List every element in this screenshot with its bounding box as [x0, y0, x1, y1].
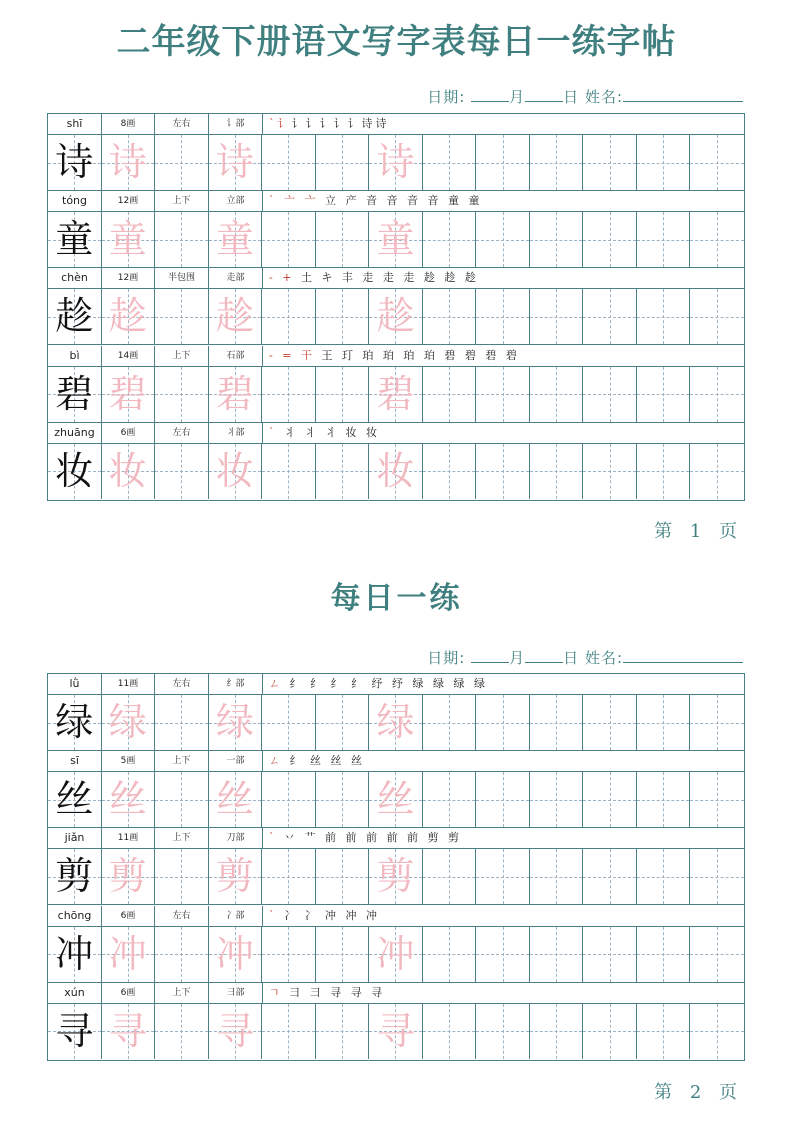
radical: 冫部	[209, 906, 263, 926]
writing-cell[interactable]	[262, 927, 316, 982]
structure: 上下	[155, 828, 209, 848]
stroke-order	[263, 191, 744, 211]
stroke-count: 8画	[102, 114, 155, 134]
writing-cell[interactable]	[583, 444, 637, 499]
character-info	[48, 674, 744, 695]
stroke-count: 6画	[102, 983, 155, 1003]
writing-cell[interactable]	[476, 444, 530, 499]
writing-cell[interactable]	[423, 289, 477, 344]
structure: 左右	[155, 423, 209, 443]
writing-cell[interactable]	[262, 135, 316, 190]
writing-cell[interactable]	[102, 444, 156, 499]
writing-cell[interactable]	[262, 772, 316, 827]
writing-cell[interactable]	[369, 212, 423, 267]
writing-cell[interactable]	[369, 444, 423, 499]
writing-cell[interactable]	[316, 367, 370, 422]
trace-character: 剪	[376, 854, 415, 899]
pinyin: chōng	[48, 906, 102, 926]
month-label: 月	[509, 88, 526, 106]
character-info	[48, 346, 744, 367]
stroke-order-first: ` 亠 亠	[269, 194, 325, 208]
writing-cell[interactable]	[102, 135, 156, 190]
writing-cell[interactable]	[530, 135, 584, 190]
stroke-order-rest: 立 产 音 音 音 音 童 童	[325, 194, 483, 208]
writing-cell[interactable]	[209, 444, 263, 499]
trace-character: 童	[108, 217, 147, 262]
writing-cell[interactable]	[583, 289, 637, 344]
writing-cell[interactable]	[102, 367, 156, 422]
writing-cell[interactable]	[369, 367, 423, 422]
writing-cell[interactable]	[155, 135, 209, 190]
writing-cell[interactable]	[369, 1004, 423, 1059]
name-blank[interactable]	[623, 87, 743, 102]
writing-cell[interactable]	[155, 695, 209, 750]
radical: 走部	[209, 268, 263, 288]
writing-cell[interactable]	[102, 772, 156, 827]
stroke-order-first: ㄥ	[269, 754, 290, 768]
trace-character: 丝	[215, 777, 254, 822]
writing-cell[interactable]	[423, 772, 477, 827]
trace-character: 碧	[215, 371, 254, 416]
writing-cell[interactable]	[637, 367, 691, 422]
trace-character: 诗	[108, 140, 147, 184]
writing-cell[interactable]	[637, 444, 691, 499]
writing-cell[interactable]	[530, 927, 584, 982]
writing-cell[interactable]	[583, 367, 637, 422]
stroke-order	[263, 906, 744, 926]
stroke-order-first: ㄱ	[269, 985, 290, 999]
radical: 石部	[209, 346, 263, 366]
radical: 立部	[209, 191, 263, 211]
model-character: 童	[55, 217, 94, 262]
writing-cell[interactable]	[637, 135, 691, 190]
structure: 上下	[155, 346, 209, 366]
writing-cell[interactable]	[637, 212, 691, 267]
trace-character: 趁	[108, 294, 147, 339]
pinyin: tóng	[48, 191, 102, 211]
writing-cell[interactable]	[369, 695, 423, 750]
stroke-order-first: `	[269, 908, 284, 922]
character-row	[48, 751, 744, 828]
writing-cell[interactable]	[476, 1004, 530, 1059]
stroke-count: 14画	[102, 346, 155, 366]
writing-cell[interactable]	[369, 135, 423, 190]
structure: 上下	[155, 983, 209, 1003]
character-info	[48, 983, 744, 1004]
writing-cell[interactable]	[637, 927, 691, 982]
model-character: 剪	[55, 854, 94, 899]
writing-cell[interactable]	[209, 695, 263, 750]
stroke-order-rest: 丷 艹 前 前 前 前 前 剪 剪	[284, 831, 462, 845]
writing-cell[interactable]	[530, 695, 584, 750]
page-number: 第 1 页	[654, 521, 743, 542]
writing-cell[interactable]	[262, 849, 316, 904]
pinyin: chèn	[48, 268, 102, 288]
pinyin: zhuāng	[48, 423, 102, 443]
character-info	[48, 268, 744, 289]
name-label: 姓名:	[584, 88, 623, 106]
writing-cell[interactable]	[262, 695, 316, 750]
radical: 讠部	[209, 114, 263, 134]
writing-cell[interactable]	[423, 695, 477, 750]
writing-cell[interactable]	[423, 367, 477, 422]
structure: 上下	[155, 191, 209, 211]
writing-cell[interactable]	[690, 927, 744, 982]
writing-cell[interactable]	[476, 849, 530, 904]
writing-cell[interactable]	[102, 1004, 156, 1059]
character-row	[48, 906, 744, 983]
month-label: 月	[509, 649, 526, 667]
page-title: 每日一练	[330, 581, 463, 616]
stroke-order	[263, 346, 744, 366]
writing-cell[interactable]	[369, 849, 423, 904]
structure: 半包围	[155, 268, 209, 288]
writing-cell[interactable]	[316, 772, 370, 827]
writing-cell[interactable]	[637, 849, 691, 904]
writing-cell[interactable]	[690, 367, 744, 422]
stroke-order-first: `	[269, 425, 284, 439]
trace-character: 妆	[376, 448, 415, 493]
writing-cell[interactable]	[423, 849, 477, 904]
writing-cell[interactable]	[209, 849, 263, 904]
writing-cell[interactable]	[262, 212, 316, 267]
pinyin: lǜ	[48, 674, 102, 694]
writing-cell[interactable]	[48, 849, 102, 904]
stroke-order-rest: 丬 丬 丬 妆 妆	[284, 425, 380, 439]
writing-grid	[48, 772, 744, 828]
day-label: 日	[563, 649, 580, 667]
name-label: 姓名:	[584, 649, 623, 667]
writing-cell[interactable]	[637, 772, 691, 827]
writing-cell[interactable]	[637, 1004, 691, 1059]
day-label: 日	[563, 88, 580, 106]
stroke-count: 12画	[102, 268, 155, 288]
character-info	[48, 828, 744, 849]
structure: 左右	[155, 674, 209, 694]
radical: 彐部	[209, 983, 263, 1003]
writing-cell[interactable]	[262, 444, 316, 499]
stroke-order-rest: 王 玎 珀 珀 珀 珀 碧 碧 碧 碧	[321, 348, 520, 362]
writing-grid	[48, 135, 744, 191]
character-row	[48, 983, 744, 1060]
character-row	[48, 828, 744, 905]
writing-cell[interactable]	[476, 367, 530, 422]
trace-character: 寻	[376, 1008, 415, 1053]
writing-cell[interactable]	[209, 212, 263, 267]
character-row	[48, 268, 744, 345]
stroke-count: 5画	[102, 751, 155, 771]
writing-cell[interactable]	[155, 444, 209, 499]
writing-grid	[48, 289, 744, 345]
stroke-order-first: - = 干	[269, 348, 322, 362]
trace-character: 趁	[215, 294, 254, 339]
practice-sheet	[47, 673, 745, 1061]
trace-character: 冲	[215, 931, 254, 976]
writing-cell[interactable]	[48, 695, 102, 750]
writing-cell[interactable]	[102, 695, 156, 750]
writing-cell[interactable]	[583, 695, 637, 750]
name-blank[interactable]	[623, 648, 743, 663]
writing-cell[interactable]	[583, 1004, 637, 1059]
writing-cell[interactable]	[476, 772, 530, 827]
writing-cell[interactable]	[262, 367, 316, 422]
writing-grid	[48, 367, 744, 423]
trace-character: 丝	[108, 777, 147, 822]
structure: 左右	[155, 906, 209, 926]
radical: 一部	[209, 751, 263, 771]
structure: 上下	[155, 751, 209, 771]
character-info	[48, 906, 744, 927]
page-number: 第 2 页	[654, 1082, 743, 1103]
writing-grid	[48, 849, 744, 905]
date-name-line	[427, 647, 743, 668]
stroke-order	[263, 114, 744, 134]
writing-cell[interactable]	[530, 367, 584, 422]
writing-cell[interactable]	[476, 927, 530, 982]
writing-cell[interactable]	[690, 444, 744, 499]
character-row	[48, 114, 744, 191]
writing-cell[interactable]	[583, 849, 637, 904]
writing-cell[interactable]	[48, 135, 102, 190]
writing-cell[interactable]	[690, 289, 744, 344]
date-label: 日期:	[427, 649, 466, 667]
writing-cell[interactable]	[102, 927, 156, 982]
character-row	[48, 423, 744, 500]
writing-cell[interactable]	[369, 289, 423, 344]
day-blank[interactable]	[525, 87, 563, 102]
page-title: 二年级下册语文写字表每日一练字帖	[116, 22, 677, 62]
writing-cell[interactable]	[155, 1004, 209, 1059]
model-character: 诗	[55, 140, 94, 184]
writing-cell[interactable]	[530, 212, 584, 267]
stroke-order-first: `讠	[269, 117, 292, 130]
writing-cell[interactable]	[316, 927, 370, 982]
writing-cell[interactable]	[155, 289, 209, 344]
trace-character: 剪	[108, 854, 147, 899]
stroke-order-rest: 讠讠讠讠讠诗诗	[291, 117, 390, 130]
stroke-count: 11画	[102, 828, 155, 848]
trace-character: 童	[376, 217, 415, 262]
model-character: 趁	[55, 294, 94, 339]
writing-grid	[48, 927, 744, 983]
writing-grid	[48, 444, 744, 500]
stroke-order	[263, 751, 744, 771]
writing-cell[interactable]	[102, 212, 156, 267]
writing-cell[interactable]	[423, 135, 477, 190]
writing-cell[interactable]	[476, 135, 530, 190]
writing-cell[interactable]	[690, 212, 744, 267]
writing-cell[interactable]	[48, 212, 102, 267]
writing-cell[interactable]	[155, 772, 209, 827]
writing-cell[interactable]	[530, 289, 584, 344]
trace-character: 妆	[215, 448, 254, 493]
trace-character: 寻	[108, 1008, 147, 1053]
stroke-count: 12画	[102, 191, 155, 211]
writing-cell[interactable]	[423, 1004, 477, 1059]
writing-cell[interactable]	[530, 1004, 584, 1059]
writing-cell[interactable]	[476, 695, 530, 750]
model-character: 丝	[55, 777, 94, 822]
writing-cell[interactable]	[48, 444, 102, 499]
writing-cell[interactable]	[262, 289, 316, 344]
writing-cell[interactable]	[316, 1004, 370, 1059]
writing-cell[interactable]	[423, 212, 477, 267]
writing-grid	[48, 212, 744, 268]
stroke-order-first: ㄥ	[269, 677, 290, 690]
trace-character: 绿	[376, 700, 415, 744]
character-row	[48, 191, 744, 268]
writing-cell[interactable]	[48, 927, 102, 982]
writing-cell[interactable]	[48, 1004, 102, 1059]
pinyin: sī	[48, 751, 102, 771]
writing-cell[interactable]	[316, 849, 370, 904]
writing-cell[interactable]	[209, 927, 263, 982]
writing-cell[interactable]	[262, 1004, 316, 1059]
stroke-order	[263, 674, 744, 694]
writing-cell[interactable]	[583, 927, 637, 982]
pinyin: jiǎn	[48, 828, 102, 848]
pinyin: shī	[48, 114, 102, 134]
radical: 丬部	[209, 423, 263, 443]
practice-sheet	[47, 113, 745, 501]
model-character: 碧	[55, 371, 94, 416]
writing-cell[interactable]	[209, 367, 263, 422]
writing-cell[interactable]	[209, 135, 263, 190]
stroke-count: 6画	[102, 423, 155, 443]
stroke-count: 11画	[102, 674, 155, 694]
writing-cell[interactable]	[102, 849, 156, 904]
date-label: 日期:	[427, 88, 466, 106]
stroke-count: 6画	[102, 906, 155, 926]
writing-cell[interactable]	[316, 444, 370, 499]
trace-character: 绿	[215, 700, 254, 744]
writing-cell[interactable]	[316, 695, 370, 750]
stroke-order-rest: 纟 丝 丝 丝	[289, 754, 365, 768]
model-character: 妆	[55, 448, 94, 493]
radical: 纟部	[209, 674, 263, 694]
character-info	[48, 751, 744, 772]
stroke-order-first: `	[269, 831, 284, 845]
writing-cell[interactable]	[476, 212, 530, 267]
structure: 左右	[155, 114, 209, 134]
writing-cell[interactable]	[48, 367, 102, 422]
writing-grid	[48, 1004, 744, 1060]
stroke-order	[263, 423, 744, 443]
trace-character: 冲	[108, 931, 147, 976]
writing-cell[interactable]	[690, 695, 744, 750]
writing-cell[interactable]	[369, 772, 423, 827]
character-info	[48, 423, 744, 444]
character-row	[48, 674, 744, 751]
writing-cell[interactable]	[209, 772, 263, 827]
writing-grid	[48, 695, 744, 751]
pinyin: bì	[48, 346, 102, 366]
writing-cell[interactable]	[48, 772, 102, 827]
trace-character: 诗	[376, 140, 415, 184]
writing-cell[interactable]	[690, 849, 744, 904]
trace-character: 趁	[376, 294, 415, 339]
trace-character: 绿	[108, 700, 147, 744]
character-info	[48, 114, 744, 135]
trace-character: 剪	[215, 854, 254, 899]
writing-cell[interactable]	[48, 289, 102, 344]
writing-cell[interactable]	[690, 135, 744, 190]
stroke-order	[263, 983, 744, 1003]
writing-cell[interactable]	[690, 772, 744, 827]
month-blank[interactable]	[471, 87, 509, 102]
writing-cell[interactable]	[637, 289, 691, 344]
writing-cell[interactable]	[583, 772, 637, 827]
writing-cell[interactable]	[316, 212, 370, 267]
writing-cell[interactable]	[423, 927, 477, 982]
writing-cell[interactable]	[209, 1004, 263, 1059]
writing-cell[interactable]	[583, 212, 637, 267]
trace-character: 冲	[376, 931, 415, 976]
month-blank[interactable]	[471, 648, 509, 663]
writing-cell[interactable]	[102, 289, 156, 344]
stroke-order-first: - +	[269, 271, 301, 285]
trace-character: 碧	[108, 371, 147, 416]
writing-cell[interactable]	[530, 444, 584, 499]
trace-character: 妆	[108, 448, 147, 493]
pinyin: xún	[48, 983, 102, 1003]
stroke-order-rest: 土 キ 丰 走 走 走 趁 趁 趁	[300, 271, 479, 285]
trace-character: 丝	[376, 777, 415, 822]
writing-cell[interactable]	[316, 135, 370, 190]
date-name-line	[427, 86, 743, 107]
writing-cell[interactable]	[583, 135, 637, 190]
stroke-order	[263, 268, 744, 288]
writing-cell[interactable]	[155, 212, 209, 267]
writing-cell[interactable]	[637, 695, 691, 750]
trace-character: 碧	[376, 371, 415, 416]
writing-cell[interactable]	[209, 289, 263, 344]
writing-cell[interactable]	[155, 849, 209, 904]
stroke-order	[263, 828, 744, 848]
character-row	[48, 346, 744, 423]
stroke-order-rest: 冫 冫 冲 冲 冲	[284, 908, 380, 922]
writing-cell[interactable]	[690, 1004, 744, 1059]
stroke-order-rest: 彐 彐 寻 寻 寻	[289, 985, 386, 999]
trace-character: 诗	[215, 140, 254, 184]
writing-cell[interactable]	[155, 367, 209, 422]
trace-character: 寻	[215, 1008, 254, 1053]
writing-cell[interactable]	[530, 772, 584, 827]
trace-character: 童	[215, 217, 254, 262]
model-character: 寻	[55, 1008, 94, 1053]
model-character: 绿	[55, 700, 94, 744]
character-info	[48, 191, 744, 212]
stroke-order-rest: 纟 纟 纟 纟 纾 纾 绿 绿 绿 绿	[289, 677, 488, 690]
writing-cell[interactable]	[476, 289, 530, 344]
day-blank[interactable]	[525, 648, 563, 663]
writing-cell[interactable]	[423, 444, 477, 499]
writing-cell[interactable]	[369, 927, 423, 982]
writing-cell[interactable]	[530, 849, 584, 904]
radical: 刀部	[209, 828, 263, 848]
writing-cell[interactable]	[155, 927, 209, 982]
model-character: 冲	[55, 931, 94, 976]
writing-cell[interactable]	[316, 289, 370, 344]
